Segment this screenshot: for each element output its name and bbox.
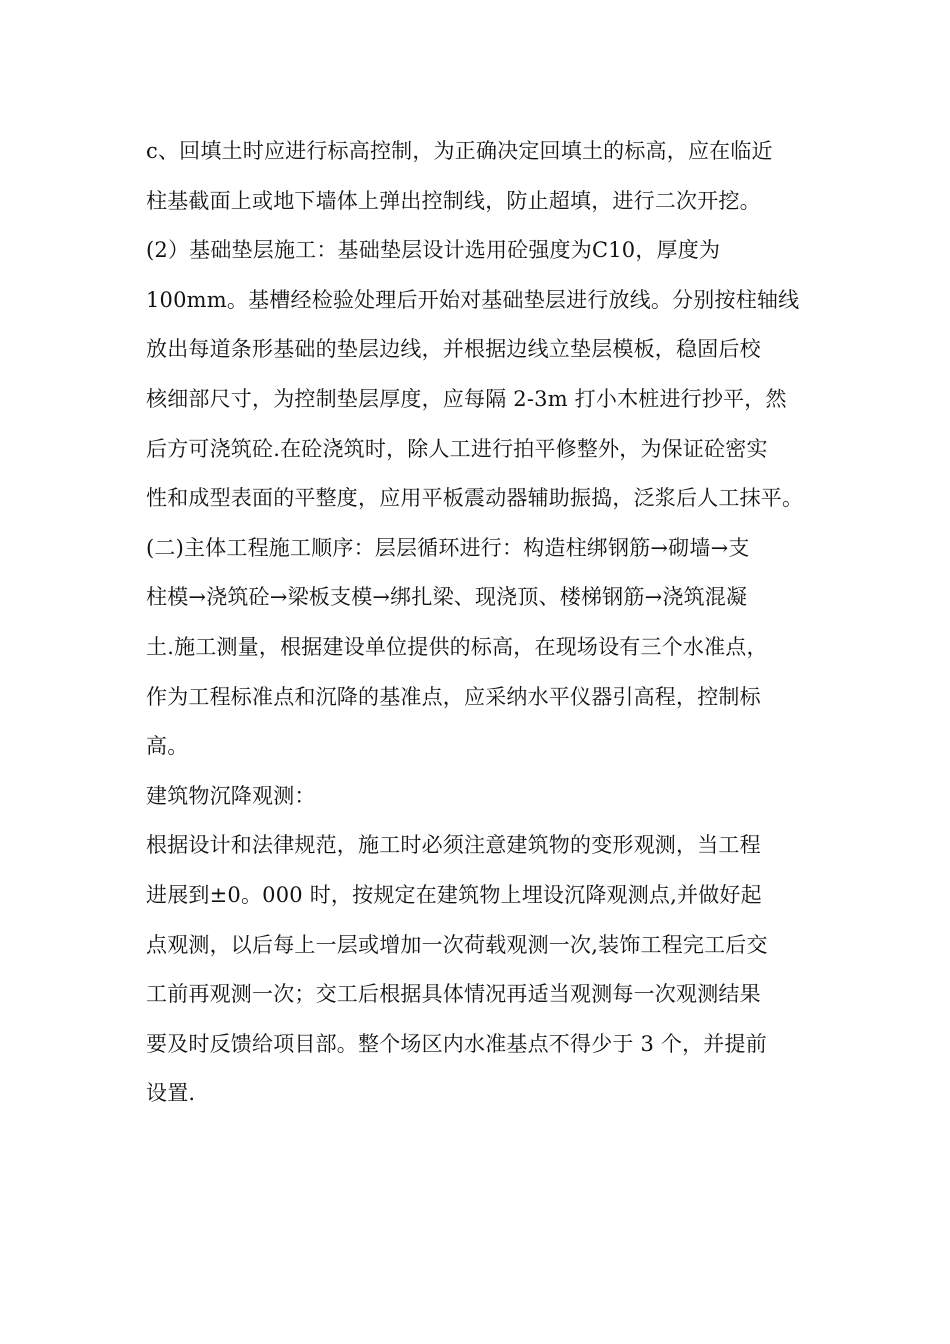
text-line: (二)主体工程施工顺序：层层循环进行：构造柱绑钢筋→砌墙→支 (146, 535, 750, 560)
text-line: 点观测，以后每上一层或增加一次荷载观测一次,装饰工程完工后交 (146, 932, 768, 957)
text-line: 后方可浇筑砼.在砼浇筑时，除人工进行拍平修整外，为保证砼密实 (146, 436, 768, 461)
text-line: 性和成型表面的平整度，应用平板震动器辅助振捣，泛浆后人工抹平。 (146, 486, 804, 511)
text-line: 土.施工测量，根据建设单位提供的标高，在现场设有三个水准点， (146, 634, 768, 659)
text-line: 工前再观测一次；交工后根据具体情况再适当观测每一次观测结果 (146, 982, 761, 1007)
text-line: 高。 (146, 734, 189, 759)
text-line: 放出每道条形基础的垫层边线，并根据边线立垫层模板，稳固后校 (146, 337, 761, 362)
text-line: 作为工程标准点和沉降的基准点，应采纳水平仪器引高程，控制标 (146, 684, 761, 709)
text-line: 根据设计和法律规范，施工时必须注意建筑物的变形观测，当工程 (146, 833, 761, 858)
text-line: 100mm。基槽经检验处理后开始对基础垫层进行放线。分别按柱轴线 (146, 287, 800, 312)
text-line: 核细部尺寸，为控制垫层厚度，应每隔 2-3m 打小木桩进行抄平，然 (146, 386, 787, 411)
section-heading: 建筑物沉降观测： (146, 783, 316, 808)
text-line: 设置. (146, 1081, 196, 1106)
text-line: 进展到±0。000 时，按规定在建筑物上埋设沉降观测点,并做好起 (146, 882, 762, 907)
text-line: 要及时反馈给项目部。整个场区内水准基点不得少于 3 个，并提前 (146, 1031, 767, 1056)
body-text (146, 131, 886, 1123)
text-line: 柱基截面上或地下墙体上弹出控制线，防止超填，进行二次开挖。 (146, 188, 761, 213)
text-line: 柱模→浇筑砼→梁板支模→绑扎梁、现浇顶、楼梯钢筋→浇筑混凝 (146, 585, 748, 610)
text-line: (2）基础垫层施工：基础垫层设计选用砼强度为C10，厚度为 (146, 238, 721, 263)
text-line: c、回填土时应进行标高控制，为正确决定回填土的标高，应在临近 (146, 139, 773, 163)
